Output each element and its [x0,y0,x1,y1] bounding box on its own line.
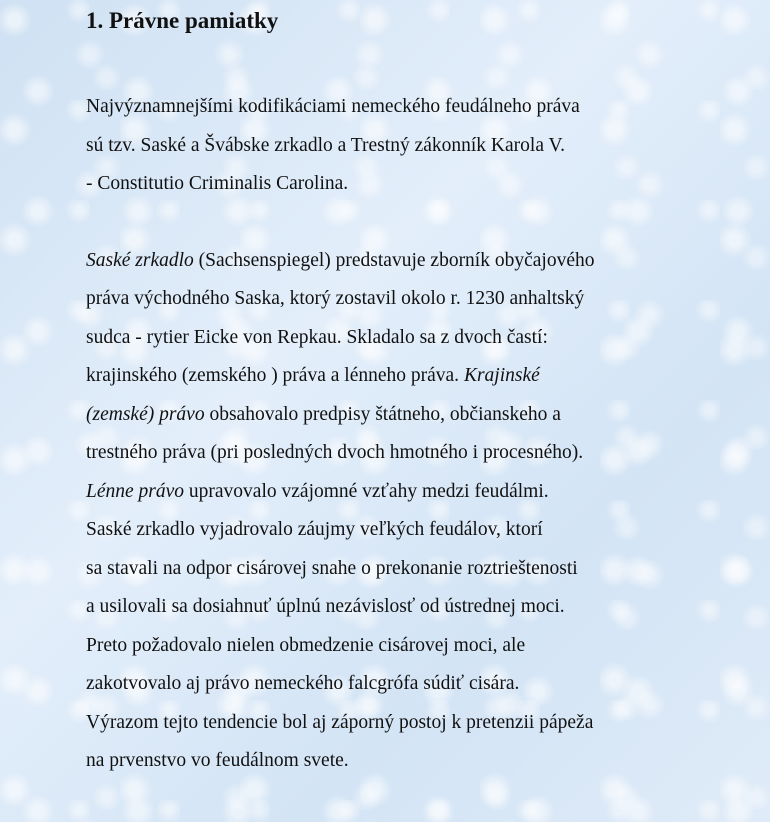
text-line [86,473,706,512]
text-line: Výrazom tejto tendencie bol aj záporný postoj k pretenzii pápeža [86,711,594,733]
text-line [86,357,706,396]
text-line: - Constitutio Criminalis Carolina. [86,173,349,194]
text-line: Saské zrkadlo vyjadrovalo záujmy veľkých feudálov, ktorí [86,519,543,540]
italic-term: Lénne právo [86,480,185,502]
text-line: na prvenstvo vo feudálnom svete. [86,750,349,771]
italic-term: (zemské) právo [86,403,205,425]
intro-paragraph [86,88,706,204]
text-line [86,396,706,435]
text-run: upravovalo vzájomné vzťahy medzi feudálmi. [184,480,549,502]
italic-term: Saské zrkadlo [86,249,194,271]
text-line: zakotvovalo aj právo nemeckého falcgrófa súdiť cisára. [86,673,520,694]
text-line: sa stavali na odpor cisárovej snahe o prekonanie roztrieštenosti [86,557,578,579]
text-line: sudca - rytier Eicke von Repkau. Skladalo sa z dvoch častí: [86,326,548,348]
text-run: obsahovalo predpisy štátneho, občianskeho a [204,403,561,425]
sachsenspiegel-paragraph [86,242,706,781]
text-line: trestného práva (pri posledných dvoch hmotného i procesného). [86,442,584,463]
italic-term: Krajinské [463,365,540,386]
document-page [86,0,706,781]
text-line [86,242,706,281]
text-run: (Sachsenspiegel) predstavuje zborník obyčajového [193,249,595,271]
section-heading: 1. Právne pamiatky [86,8,279,33]
text-line: práva východného Saska, ktorý zostavil okolo r. 1230 anhaltský [86,288,585,309]
text-run: krajinského (zemského ) práva a lénneho práva. [86,365,464,386]
text-line: a usilovali sa dosiahnuť úplnú nezávislosť od ústrednej moci. [86,596,565,617]
text-line: sú tzv. Saské a Švábske zrkadlo a Trestný zákonník Karola V. [86,134,565,156]
text-line: Preto požadovalo nielen obmedzenie cisárovej moci, ale [86,634,526,656]
text-line: Najvýznamnejšími kodifikáciami nemeckého feudálneho práva [86,96,580,117]
